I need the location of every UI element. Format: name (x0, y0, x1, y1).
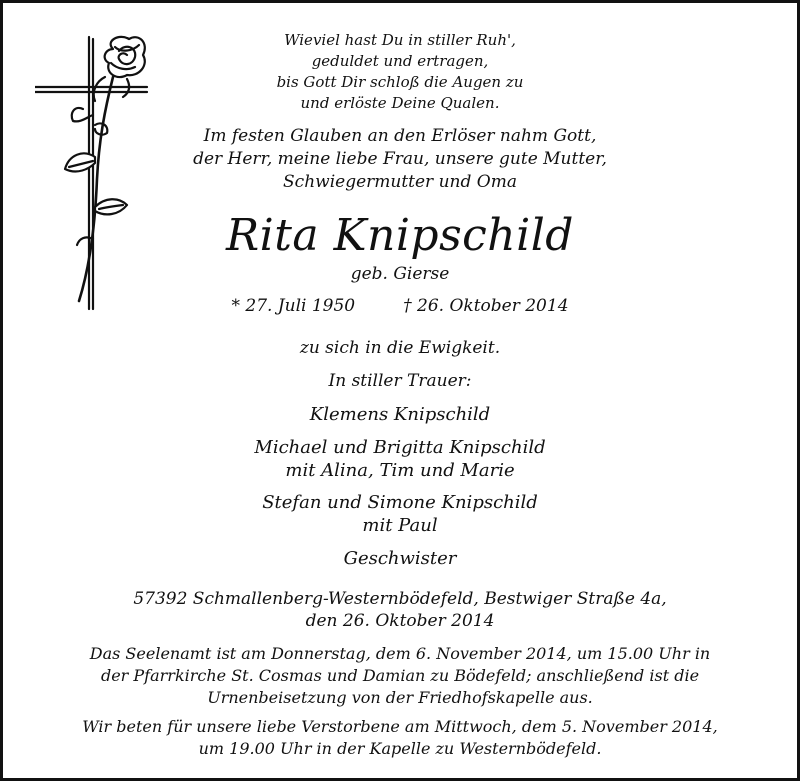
mourner-line: Michael und Brigitta Knipschild (254, 437, 546, 458)
address-line: den 26. Oktober 2014 (305, 611, 495, 631)
service-line: Das Seelenamt ist am Donnerstag, dem 6. November 2014, um 15.00 Uhr in (89, 644, 711, 663)
intro-line: Schwiegermutter und Oma (283, 172, 517, 192)
life-dates (3, 295, 797, 317)
address-line: 57392 Schmallenberg-Westernbödefeld, Bestwiger Straße 4a, (133, 589, 667, 609)
obituary-notice (3, 3, 797, 778)
prayer-line: um 19.00 Uhr in der Kapelle zu Westernbödefeld. (198, 739, 602, 758)
mourner-line: Klemens Knipschild (309, 404, 491, 425)
poem-line: bis Gott Dir schloß die Augen zu (276, 73, 524, 91)
birth-date: * 27. Juli 1950 (231, 296, 356, 316)
mourner-line: mit Alina, Tim und Marie (285, 460, 515, 481)
death-date: † 26. Oktober 2014 (403, 296, 569, 316)
intro-line: der Herr, meine liebe Frau, unsere gute Mutter, (193, 149, 607, 169)
prayer-line: Wir beten für unsere liebe Verstorbene am Mittwoch, dem 5. November 2014, (82, 717, 718, 736)
maiden-name: geb. Gierse (350, 264, 450, 284)
poem-line: geduldet und ertragen, (311, 52, 489, 70)
deceased-name: Rita Knipschild (226, 210, 574, 261)
mourner-line: mit Paul (362, 515, 438, 536)
service-line: der Pfarrkirche St. Cosmas und Damian zu Bödefeld; anschließend ist die (100, 666, 700, 685)
poem-line: und erlöste Deine Qualen. (300, 94, 500, 112)
intro-line: Im festen Glauben an den Erlöser nahm Gott, (203, 126, 597, 146)
mourning-heading: In stiller Trauer: (328, 371, 472, 391)
poem-line: Wieviel hast Du in stiller Ruh', (284, 31, 516, 49)
eternity-line: zu sich in die Ewigkeit. (299, 338, 501, 358)
service-line: Urnenbeisetzung von der Friedhofskapelle aus. (207, 688, 593, 707)
mourner-line: Stefan und Simone Knipschild (262, 492, 538, 513)
mourner-line: Geschwister (343, 548, 457, 569)
